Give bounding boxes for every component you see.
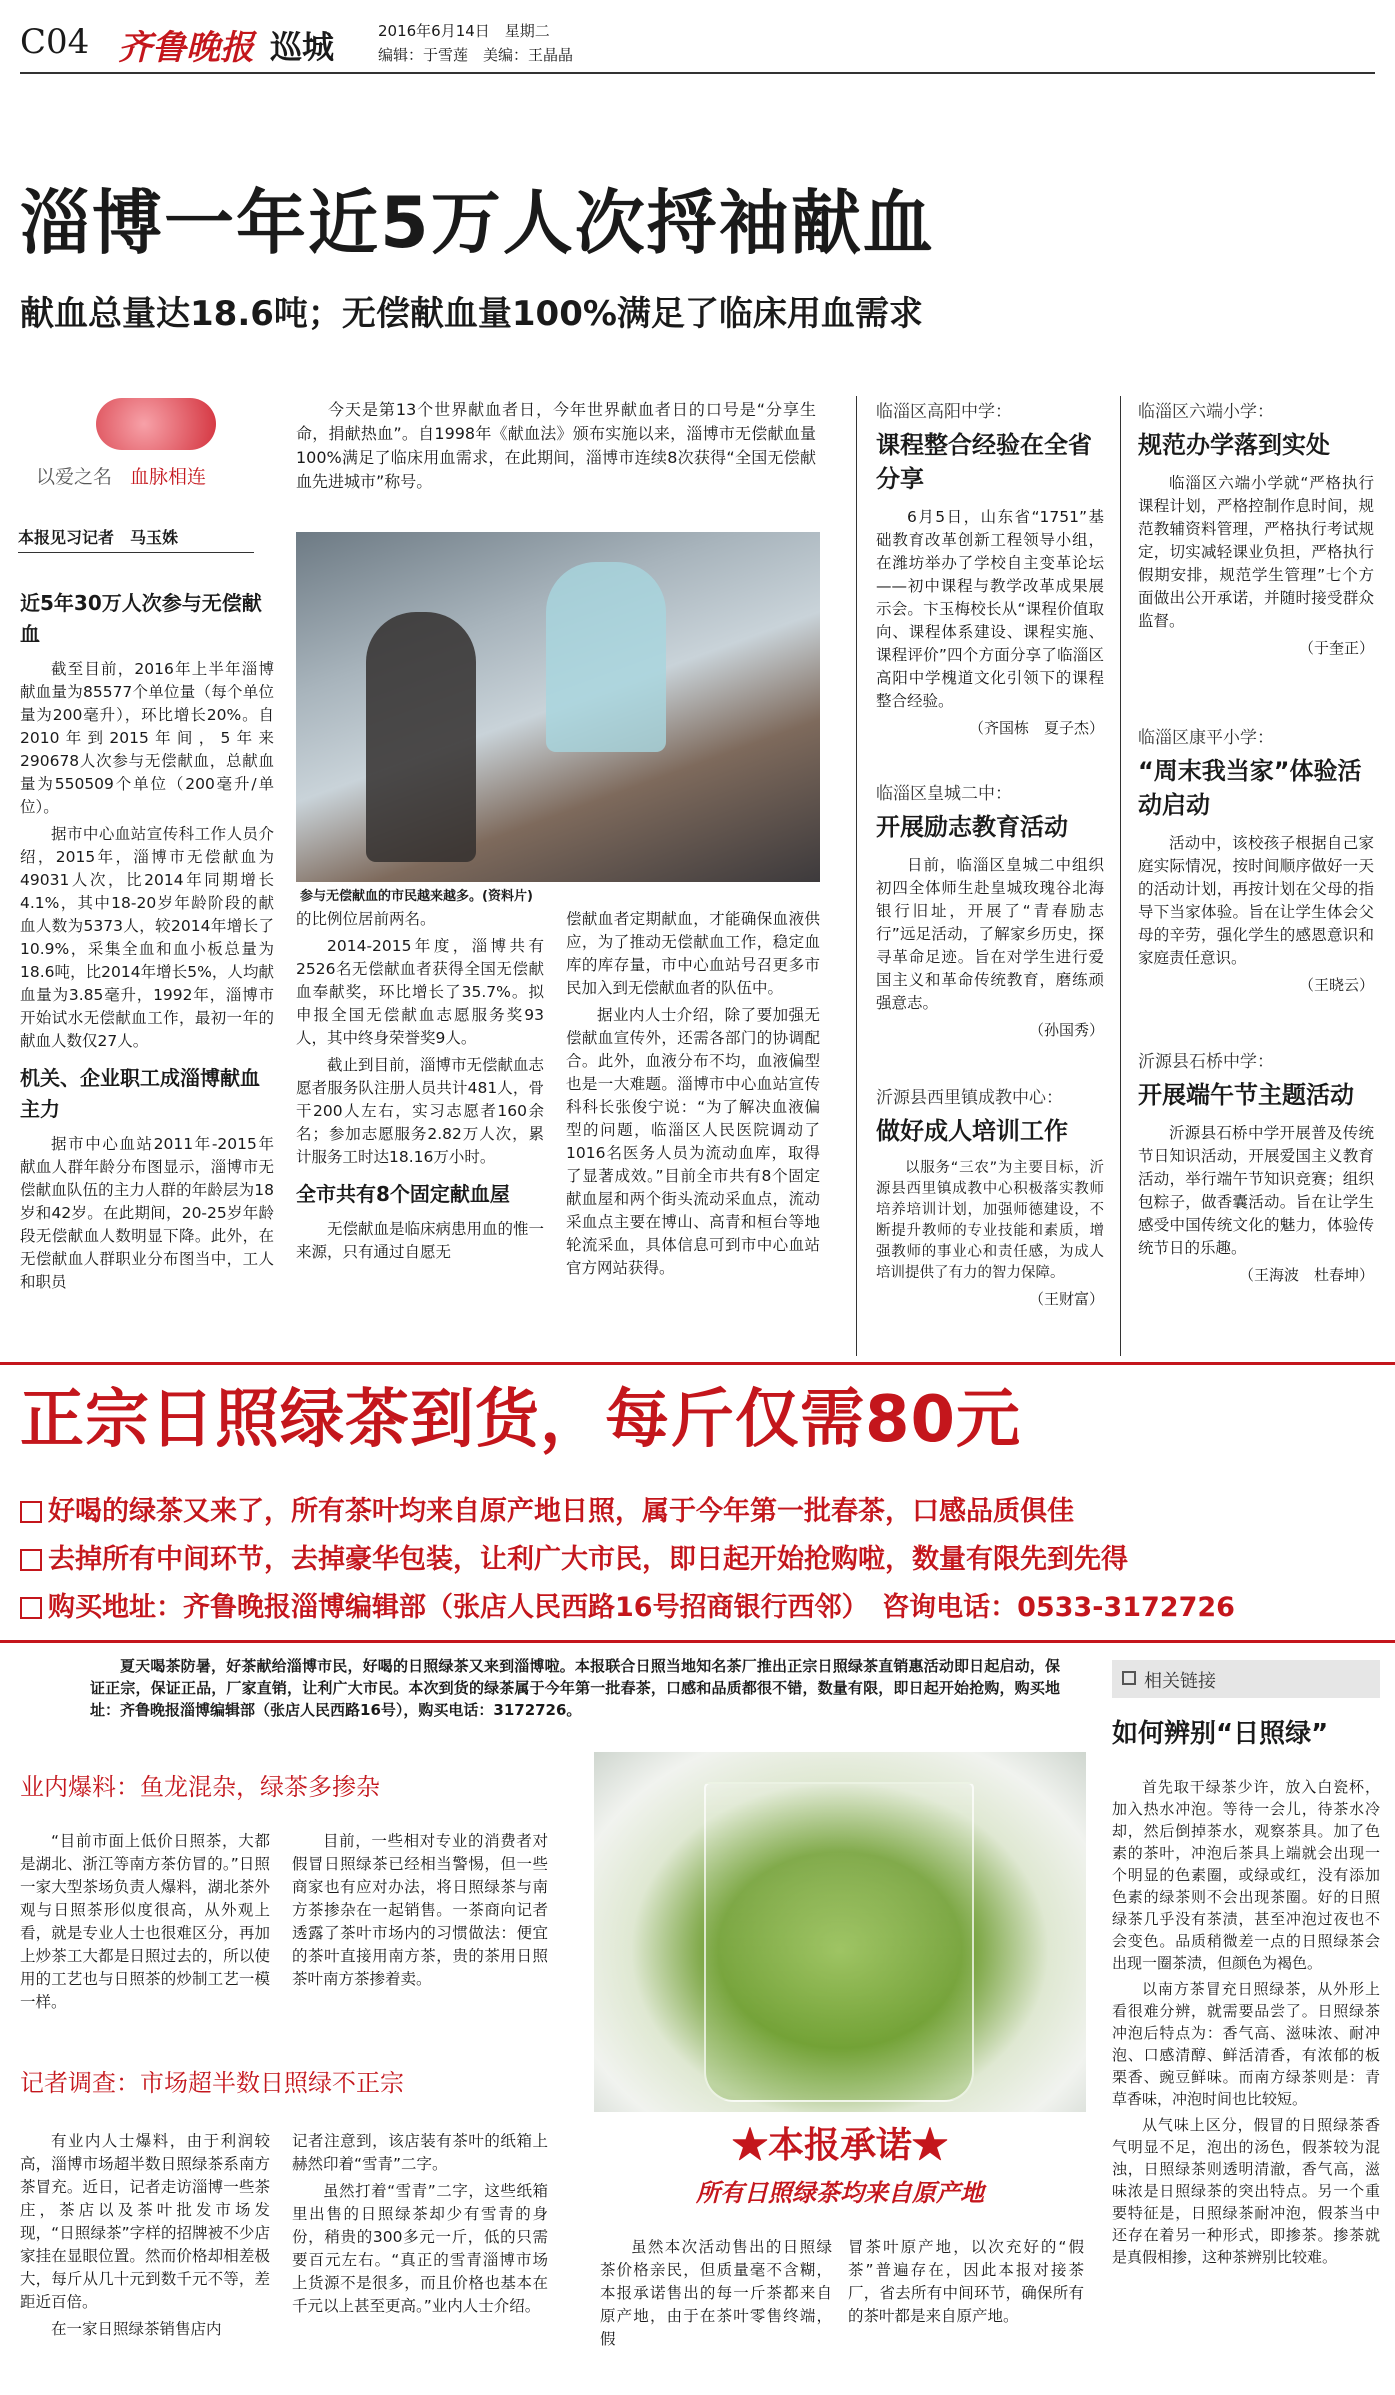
article-paragraph: 2014-2015年度，淄博共有2526名无偿献血者获得全国无偿献血奉献奖，环比增长了35.7%。拟申报全国无偿献血志愿服务奖93人，其中终身荣誉奖9人。 (296, 937, 544, 1047)
checkbox-icon (20, 1501, 42, 1523)
ad-paragraph: 记者注意到，该店装有茶叶的纸箱上赫然印着“雪青”二字。 (292, 2132, 548, 2173)
article-paragraph: 据市中心血站宣传科工作人员介绍，2015年，淄博市无偿献血为49031人次，比2014年同期增长4.1%，其中18-20岁年龄阶段的献血人数为5373人，较2014年增长了10.9%，采集全血和血小板总量为18.6吨，比2014年增长5%，人均献血量为3.85毫升，1992年，淄博市开始试水无偿献血工作，最初一年的献血人数仅27人。 (20, 825, 274, 1050)
school-news-5 (1138, 726, 1374, 995)
school-news-2 (876, 782, 1104, 1040)
ad-feature-list (20, 1492, 1380, 1628)
logo-slogan-2: 血脉相连 (130, 466, 207, 488)
school-body: 活动中，该校孩子根据自己家庭实际情况，按时间顺序做好一天的活动计划，再按计划在父母的指导下当家体验。旨在让学生体会父母的辛劳，强化学生的感恩意识和家庭责任意识。 (1138, 834, 1374, 967)
photo-caption: 参与无偿献血的市民越来越多。(资料片) (300, 889, 533, 904)
article-paragraph: 据业内人士介绍，除了要加强无偿献血宣传外，还需各部门的协调配合。此外，血液分布不均，血液偏型也是一大难题。淄博市中心血站宣传科科长张俊宁说：“为了解决血液偏型的问题，临淄区人民医院调动了1016名医务人员为流动血库，取得了显著成效。”目前全市共有8个固定献血屋和两个街头流动采血点，流动采血点主要在博山、高青和桓台等地轮流采血，具体信息可到市中心血站官方网站获得。 (566, 1006, 820, 1277)
school-news-1 (876, 400, 1104, 738)
school-body: 沂源县石桥中学开展普及传统节日知识活动，开展爱国主义教育活动，举行端午节知识竞赛；组织包粽子，做香囊活动。旨在让学生感受中国传统文化的魅力，体验传统节日的乐趣。 (1138, 1124, 1374, 1257)
school-byline: （王海波 杜春坤） (1238, 1266, 1374, 1284)
article-subheading-3: 全市共有8个固定献血屋 (296, 1182, 510, 1206)
header-rule (20, 72, 1375, 74)
school-region: 临淄区皇城二中： (876, 784, 1012, 804)
school-title: 做好成人培训工作 (876, 1117, 1068, 1145)
article-paragraph: 无偿献血是临床病患用血的惟一来源，只有通过自愿无 (296, 1220, 545, 1261)
article-column-2 (296, 908, 544, 1268)
ad-headline: 正宗日照绿茶到货，每斤仅需80元 (20, 1383, 1022, 1457)
school-byline: （于奎正） (1298, 639, 1374, 657)
main-subheadline: 献血总量达18.6吨；无偿献血量100%满足了临床用血需求 (20, 294, 923, 334)
school-byline: （齐国栋 夏子杰） (968, 719, 1104, 737)
article-subheading-1: 近5年30万人次参与无偿献血 (20, 591, 262, 646)
school-body: 以服务“三农”为主要目标，沂源县西里镇成教中心积极落实教师培养培训计划，加强师德建设，不断提升教师的专业技能和素质，增强教师的事业心和责任感，为成人培训提供了有力的智力保障。 (876, 1160, 1104, 1281)
school-title: 开展励志教育活动 (876, 813, 1068, 841)
tea-glass-icon (704, 1782, 974, 2102)
campaign-logo (18, 396, 254, 490)
related-link-title: 如何辨别“日照绿” (1112, 1719, 1329, 1749)
school-news-3 (876, 1086, 1104, 1309)
ad-paragraph: “目前市面上低价日照茶，大都是湖北、浙江等南方茶仿冒的。”日照一家大型茶场负责人爆料，湖北茶外观与日照茶形似度很高，从外观上看，就是专业人士也很难区分，再加上炒茶工大都是日照过去的，所以使用的工艺也与日照茶的炒制工艺一模一样。 (20, 1832, 270, 2011)
ad-subheading-2: 记者调查：市场超半数日照绿不正宗 (20, 2069, 404, 2097)
school-title: “周末我当家”体验活动启动 (1138, 757, 1362, 819)
related-paragraph: 首先取干绿茶少许，放入白瓷杯，加入热水冲泡。等待一会儿，待茶水冷却，然后倒掉茶水，观察茶具。加了色素的茶叶，冲泡后茶具上端就会出现一个明显的色素圈，或绿或红，没有添加色素的绿茶则不会出现茶圈。好的日照绿茶几乎没有茶渍，甚至冲泡过夜也不会变色。品质稍微差一点的日照绿茶会出现一圈茶渍，但颜色为褐色。 (1112, 1778, 1380, 1972)
related-link-body (1112, 1776, 1380, 2272)
ad-paragraph: 在一家日照绿茶销售店内 (51, 2320, 222, 2338)
byline: 本报见习记者 马玉姝 (18, 525, 254, 553)
school-byline: （王晓云） (1298, 976, 1374, 994)
column-divider (1120, 396, 1121, 1356)
ad-feature-text: 去掉所有中间环节，去掉豪华包装，让利广大市民，即日起开始抢购啦，数量有限先到先得 (48, 1544, 1128, 1575)
ad-feature-item (20, 1540, 1380, 1580)
article-column-1 (20, 578, 274, 1298)
related-paragraph: 从气味上区分，假冒的日照绿茶香气明显不足，泡出的汤色，假茶较为混浊，日照绿茶则透明清澈，香气高，滋味浓是日照绿茶的突出特点。另一个重要特征是，日照绿茶耐冲泡，假茶当中还存在着另一种形式，即掺茶。掺茶就是真假相掺，这种茶辨别比较难。 (1112, 2116, 1380, 2266)
school-title: 开展端午节主题活动 (1138, 1081, 1354, 1109)
school-news-6 (1138, 1050, 1374, 1285)
promise-title: ★本报承诺★ (731, 2124, 948, 2166)
issue-date: 2016年6月14日 星期二 (378, 22, 550, 40)
school-byline: （王财富） (1028, 1290, 1104, 1308)
checkbox-icon (20, 1597, 42, 1619)
school-body: 日前，临淄区皇城二中组织初四全体师生赴皇城玫瑰谷北海银行旧址，开展了“青春励志行”远足活动，了解家乡历史，探寻革命足迹。旨在对学生进行爱国主义和革命传统教育，磨练顽强意志。 (876, 856, 1104, 1012)
related-link-tag (1112, 1660, 1380, 1698)
editor-credit: 编辑：于雪莲 美编：王晶晶 (378, 46, 574, 64)
blood-donation-photo (296, 532, 820, 882)
article-paragraph: 据市中心血站2011年-2015年献血人群年龄分布图显示，淄博市无偿献血队伍的主力人群的年龄层为18岁和42岁。在此期间，20-25岁年龄段无偿献血人数明显下降。此外，在无偿献血人群职业分布图当中，工人和职员 (20, 1135, 274, 1291)
link-box-icon (1122, 1671, 1136, 1685)
school-region: 沂源县西里镇成教中心： (876, 1088, 1063, 1108)
school-byline: （孙国秀） (1028, 1021, 1104, 1039)
ad-top-rule (0, 1362, 1395, 1365)
article-paragraph: 偿献血者定期献血，才能确保血液供应，为了推动无偿献血工作，稳定血库的库存量，市中心血站号召更多市民加入到无偿献血者的队伍中。 (566, 910, 820, 997)
promise-paragraph: 冒茶叶原产地，以次充好的“假茶”普遍存在，因此本报对接茶厂，省去所有中间环节，确保所有的茶叶都是来自原产地。 (848, 2238, 1084, 2325)
nurse-figure (546, 562, 666, 752)
ad-column-2b (292, 2130, 548, 2322)
article-paragraph: 的比例位居前两名。 (296, 910, 436, 928)
article-subheading-2: 机关、企业职工成淄博献血主力 (20, 1066, 260, 1121)
ad-feature-text: 购买地址：齐鲁晚报淄博编辑部（张店人民西路16号招商银行西邻） 咨询电话：0533-3172726 (48, 1592, 1235, 1623)
lead-paragraph: 今天是第13个世界献血者日，今年世界献血者日的口号是“分享生命，捐献热血”。自1998年《献血法》颁布实施以来，淄博市无偿献血量100%满足了临床用血需求，在此期间，淄博市连续8次获得“全国无偿献血先进城市”称号。 (296, 400, 816, 491)
ad-mid-rule (0, 1640, 1395, 1643)
promise-column-2 (848, 2236, 1084, 2332)
school-title: 规范办学落到实处 (1138, 431, 1330, 459)
ad-feature-text: 好喝的绿茶又来了，所有茶叶均来自原产地日照，属于今年第一批春茶，口感品质俱佳 (48, 1496, 1074, 1527)
ad-subheading-1: 业内爆料：鱼龙混杂，绿茶多掺杂 (20, 1773, 380, 1801)
ad-paragraph: 有业内人士爆料，由于利润较高，淄博市场超半数日照绿茶系南方茶冒充。近日，记者走访淄博一些茶庄，茶店以及茶叶批发市场发现，“日照绿茶”字样的招牌被不少店家挂在显眼位置。然而价格却相差极大，每斤从几十元到数千元不等，差距近百倍。 (20, 2132, 270, 2311)
promise-column-1 (600, 2236, 832, 2355)
ad-feature-item (20, 1588, 1380, 1628)
page-number: C04 (20, 22, 90, 62)
ad-paragraph: 虽然打着“雪青”二字，这些纸箱里出售的日照绿茶却少有雪青的身份，稍贵的300多元一斤，低的只需要百元左右。“真正的雪青淄博市场上货源不是很多，而且价格也基本在千元以上甚至更高。”业内人士介绍。 (292, 2182, 548, 2315)
promise-paragraph: 虽然本次活动售出的日照绿茶价格亲民，但质量毫不含糊，本报承诺售出的每一斤茶都来自原产地，由于在茶叶零售终端，假 (600, 2238, 832, 2348)
school-region: 沂源县石桥中学： (1138, 1052, 1274, 1072)
green-tea-photo (594, 1752, 1086, 2112)
paper-name: 齐鲁晚报 (118, 28, 254, 68)
ad-column-2a (20, 2130, 270, 2345)
ad-paragraph: 目前，一些相对专业的消费者对假冒日照绿茶已经相当警惕，但一些商家也有应对办法，将日照绿茶与南方茶掺杂在一起销售。一茶商向记者透露了茶叶市场内的习惯做法：便宜的茶叶直接用南方茶，贵的茶用日照茶叶南方茶掺着卖。 (292, 1832, 548, 1988)
school-region: 临淄区高阳中学： (876, 402, 1012, 422)
article-paragraph: 截至目前，2016年上半年淄博献血量为85577个单位量（每个单位量为200毫升），环比增长20%。自2010年到2015年间，5年来290678人次参与无偿献血，总献血量为550509个单位（200毫升/单位）。 (20, 660, 274, 816)
school-title: 课程整合经验在全省分享 (876, 431, 1092, 493)
ad-intro: 夏天喝茶防暑，好茶献给淄博市民，好喝的日照绿茶又来到淄博啦。本报联合日照当地知名茶厂推出正宗日照绿茶直销惠活动即日起启动，保证正宗，保证正品，厂家直销，让利广大市民。本次到货的绿茶属于今年第一批春茶，口感和品质都很不错，数量有限，即日起开始抢购，购买地址：齐鲁晚报淄博编辑部（张店人民西路16号），购买电话：3172726。 (90, 1657, 1060, 1719)
school-body: 6月5日，山东省“1751”基础教育改革创新工程领导小组，在潍坊举办了学校自主变革论坛——初中课程与教学改革成果展示会。卞玉梅校长从“课程价值取向、课程体系建设、课程实施、课程评价”四个方面分享了临淄区高阳中学槐道文化引领下的课程整合经验。 (876, 508, 1104, 710)
page-header (20, 14, 1375, 70)
section-name: 巡城 (270, 28, 335, 66)
school-region: 临淄区六端小学： (1138, 402, 1274, 422)
school-news-4 (1138, 400, 1374, 658)
main-headline: 淄博一年近5万人次捋袖献血 (20, 182, 935, 264)
related-link-label: 相关链接 (1144, 1671, 1216, 1692)
school-region: 临淄区康平小学： (1138, 728, 1274, 748)
checkbox-icon (20, 1549, 42, 1571)
ad-feature-item (20, 1492, 1380, 1532)
ad-column-1b (292, 1830, 548, 1995)
article-column-3 (566, 908, 820, 1284)
donor-figure (366, 612, 476, 862)
heart-drop-icon (96, 398, 216, 450)
article-paragraph: 截止到目前，淄博市无偿献血志愿者服务队注册人员共计481人，骨干200人左右，实习志愿者160余名；参加志愿服务2.82万人次，累计服务工时达18.16万小时。 (296, 1056, 545, 1166)
school-body: 临淄区六端小学就“严格执行课程计划，严格控制作息时间，规范教辅资料管理，严格执行考试规定，切实减轻课业负担，严格执行假期安排，规范学生管理”七个方面做出公开承诺，并随时接受群众监督。 (1138, 474, 1374, 630)
ad-column-1a (20, 1830, 270, 2018)
column-divider (856, 396, 857, 1356)
logo-slogan-1: 以爱之名 (36, 466, 113, 488)
related-paragraph: 以南方茶冒充日照绿茶，从外形上看很难分辨，就需要品尝了。日照绿茶冲泡后特点为：香气高、滋味浓、耐冲泡、口感清醇、鲜活清香，有浓郁的板栗香、豌豆鲜味。而南方绿茶则是：青草香味，冲泡时间也比较短。 (1112, 1980, 1380, 2108)
promise-subtitle: 所有日照绿茶均来自原产地 (696, 2178, 984, 2207)
